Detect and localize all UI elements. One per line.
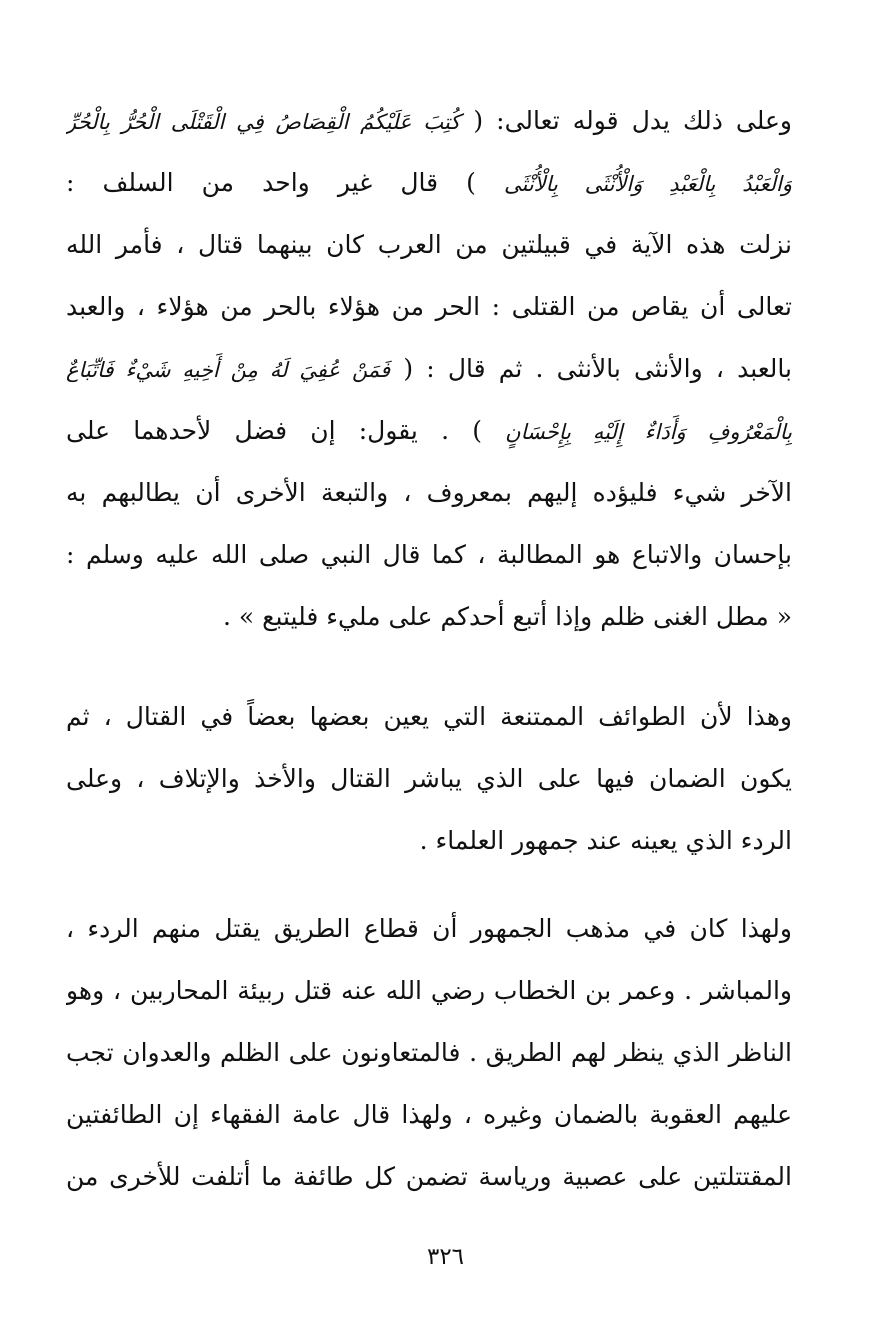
text-segment: ) . يقول: إن فضل لأحدهما على	[66, 416, 482, 445]
page-number: ٣٢٦	[426, 1244, 465, 1270]
text-line: ولهذا كان في مذهب الجمهور أن قطاع الطريق يقتل منهم الردء ،	[66, 914, 792, 943]
text-line: الآخر شيء فليؤده إليهم بمعروف ، والتبعة الأخرى أن يطالبهم به	[66, 478, 792, 507]
paragraph-2	[66, 686, 792, 872]
text-line: الردء الذي يعينه عند جمهور العلماء .	[419, 826, 792, 855]
text-line: عليهم العقوبة بالضمان وغيره ، ولهذا قال عامة الفقهاء إن الطائفتين	[66, 1100, 792, 1129]
paragraph-3	[66, 898, 792, 1208]
text-line	[66, 152, 792, 214]
text-line: نزلت هذه الآية في قبيلتين من العرب كان بينهما قتال ، فأمر الله	[66, 230, 792, 259]
text-line: بإحسان والاتباع هو المطالبة ، كما قال النبي صلى الله عليه وسلم :	[66, 540, 792, 569]
text-line: تعالى أن يقاص من القتلى : الحر من هؤلاء بالحر من هؤلاء ، والعبد	[66, 292, 792, 321]
quran-verse: وَالْعَبْدُ بِالْعَبْدِ وَالْأُنْثَى بِالْأُنْثَى	[504, 172, 792, 196]
text-line	[66, 338, 792, 400]
text-line: وهذا لأن الطوائف الممتنعة التي يعين بعضها بعضاً في القتال ، ثم	[66, 702, 792, 731]
text-line: الناظر الذي ينظر لهم الطريق . فالمتعاونون على الظلم والعدوان تجب	[66, 1038, 792, 1067]
text-segment: بالعبد ، والأنثى بالأنثى . ثم قال : (	[403, 354, 792, 383]
quran-verse: بِالْمَعْرُوفِ وَأَدَاءٌ إِلَيْهِ بِإِحْسَانٍ	[505, 420, 792, 444]
quran-verse: كُتِبَ عَلَيْكُمُ الْقِصَاصُ فِي الْقَتْلَى الْحُرُّ بِالْحُرِّ	[66, 110, 461, 134]
quran-verse: فَمَنْ عُفِيَ لَهُ مِنْ أَخِيهِ شَيْءٌ فَاتِّبَاعٌ	[66, 358, 391, 382]
text-line	[66, 90, 792, 152]
text-line: يكون الضمان فيها على الذي يباشر القتال والأخذ والإتلاف ، وعلى	[66, 764, 792, 793]
text-line: المقتتلتين على عصبية ورياسة تضمن كل طائفة ما أتلفت للأخرى من	[66, 1162, 792, 1191]
text-line: والمباشر . وعمر بن الخطاب رضي الله عنه قتل ربيئة المحاربين ، وهو	[66, 976, 792, 1005]
paragraph-1	[66, 90, 792, 648]
text-segment: وعلى ذلك يدل قوله تعالى: (	[473, 106, 792, 135]
text-segment: ) قال غير واحد من السلف :	[66, 168, 476, 197]
text-line	[66, 400, 792, 462]
text-line: « مطل الغنى ظلم وإذا أتبع أحدكم على مليء فليتبع » .	[223, 602, 792, 631]
